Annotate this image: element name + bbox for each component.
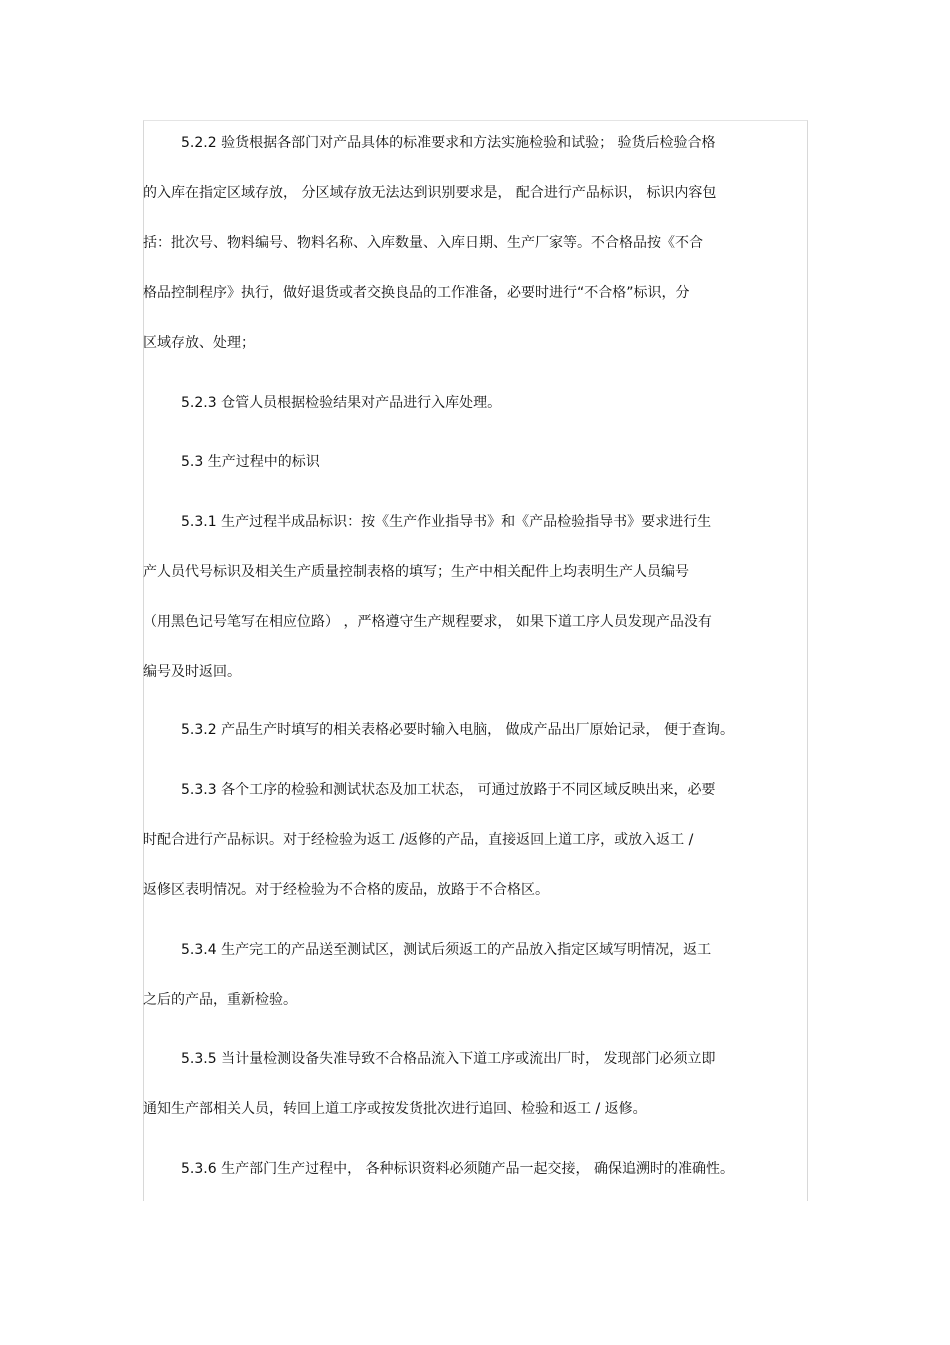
text-line: 格品控制程序》执行，做好退货或者交换良品的工作准备，必要时进行“不合格”标识，分 bbox=[143, 285, 690, 301]
text-line: 的入库在指定区域存放， 分区域存放无法达到识别要求是， 配合进行产品标识， 标识内容包 bbox=[143, 185, 717, 201]
text-line-5-2-3: 5.2.3 仓管人员根据检验结果对产品进行入库处理。 bbox=[181, 395, 502, 411]
section-heading-5-3: 5.3 生产过程中的标识 bbox=[181, 454, 320, 470]
text-line: 时配合进行产品标识。对于经检验为返工 /返修的产品，直接返回上道工序，或放入返工 / bbox=[143, 832, 694, 848]
text-line: 括：批次号、物料编号、物料名称、入库数量、入库日期、生产厂家等。不合格品按《不合 bbox=[143, 235, 703, 251]
text-line: 编号及时返回。 bbox=[143, 664, 241, 680]
text-line: （用黑色记号笔写在相应位路） ，严格遵守生产规程要求， 如果下道工序人员发现产品没有 bbox=[143, 614, 712, 630]
text-line-5-3-4: 5.3.4 生产完工的产品送至测试区，测试后须返工的产品放入指定区域写明情况，返工 bbox=[181, 942, 712, 958]
text-line-5-2-2: 5.2.2 验货根据各部门对产品具体的标准要求和方法实施检验和试验； 验货后检验合格 bbox=[181, 135, 716, 151]
text-line: 返修区表明情况。对于经检验为不合格的废品，放路于不合格区。 bbox=[143, 882, 549, 898]
text-line-5-3-1: 5.3.1 生产过程半成品标识：按《生产作业指导书》和《产品检验指导书》要求进行生 bbox=[181, 514, 712, 530]
text-line-5-3-5: 5.3.5 当计量检测设备失准导致不合格品流入下道工序或流出厂时， 发现部门必须立即 bbox=[181, 1051, 716, 1067]
text-line-5-3-6: 5.3.6 生产部门生产过程中， 各种标识资料必须随产品一起交接， 确保追溯时的准确性。 bbox=[181, 1161, 734, 1177]
text-line: 区域存放、处理； bbox=[143, 335, 255, 351]
page-border bbox=[143, 120, 808, 1201]
text-line: 产人员代号标识及相关生产质量控制表格的填写；生产中相关配件上均表明生产人员编号 bbox=[143, 564, 689, 580]
text-line: 通知生产部相关人员，转回上道工序或按发货批次进行追回、检验和返工 / 返修。 bbox=[143, 1101, 647, 1117]
text-line-5-3-3: 5.3.3 各个工序的检验和测试状态及加工状态， 可通过放路于不同区域反映出来，必要 bbox=[181, 782, 716, 798]
text-line-5-3-2: 5.3.2 产品生产时填写的相关表格必要时输入电脑， 做成产品出厂原始记录， 便于查询。 bbox=[181, 722, 734, 738]
text-line: 之后的产品，重新检验。 bbox=[143, 992, 297, 1008]
